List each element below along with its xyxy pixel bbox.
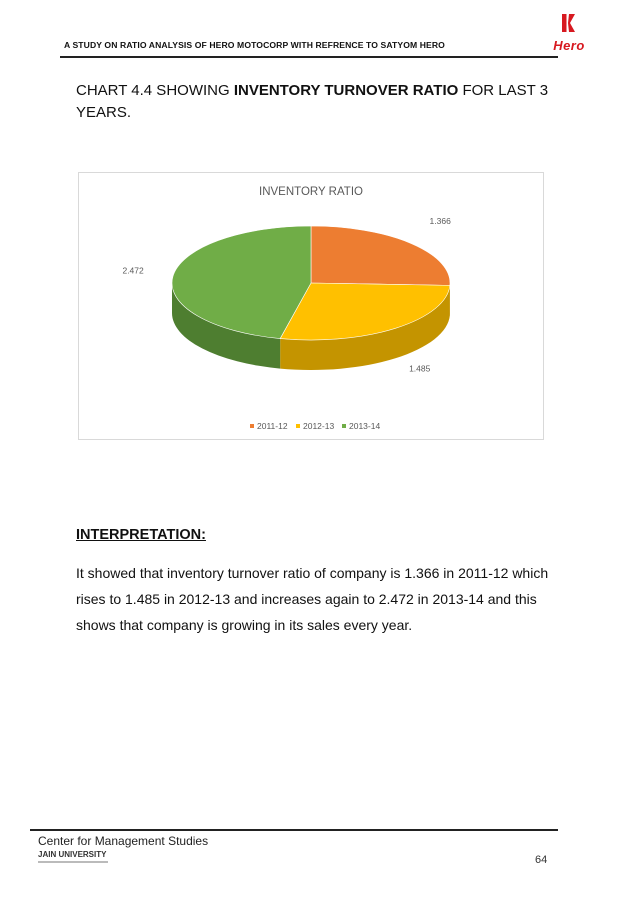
footer-org-name: Center for Management Studies — [38, 834, 209, 848]
chart-title: INVENTORY RATIO — [259, 186, 363, 198]
pie-slice-2011-12 — [311, 226, 450, 285]
footer-divider — [30, 829, 558, 831]
hero-logo-text: Hero — [553, 38, 585, 53]
chart-heading-suffix: FOR LAST 3 YEARS. — [76, 82, 549, 121]
footer-tagline-mark — [38, 861, 108, 863]
legend-swatch-2012-13 — [296, 424, 300, 428]
pie-chart — [78, 172, 544, 440]
hero-logo — [544, 10, 594, 60]
header-divider — [60, 56, 558, 58]
footer-university-rest: UNIVERSITY — [56, 850, 107, 859]
legend-label-2012-13: 2012-13 — [303, 421, 335, 431]
footer-university — [38, 850, 106, 859]
hero-logo-icon — [544, 10, 594, 40]
chart-heading — [76, 80, 566, 124]
page-number: 64 — [535, 854, 548, 866]
chart-heading-emphasis: INVENTORY TURNOVER RATIO — [233, 82, 459, 99]
pie-chart-svg — [79, 173, 543, 439]
footer-university-bold: JAIN — [38, 850, 57, 859]
data-label-2012-13: 1.485 — [409, 363, 431, 374]
legend-label-2013-14: 2013-14 — [349, 421, 381, 431]
interpretation-heading: INTERPRETATION: — [76, 527, 206, 543]
interpretation-paragraph: It showed that inventory turnover ratio of company is 1.366 in 2011-12 which rises to 1.485 in 2012-13 and increases again to 2.472 in 2013-14 and this shows that company is growing in its sales every year. — [76, 565, 549, 633]
chart-heading-prefix: CHART 4.4 SHOWING — [76, 82, 234, 99]
data-label-2011-12: 1.366 — [429, 216, 451, 227]
running-header: A STUDY ON RATIO ANALYSIS OF HERO MOTOCORP WITH REFRENCE TO SATYOM HERO — [64, 40, 445, 50]
legend-swatch-2013-14 — [342, 424, 346, 428]
legend-swatch-2011-12 — [250, 424, 254, 428]
legend-label-2011-12: 2011-12 — [257, 421, 288, 431]
data-label-2013-14: 2.472 — [122, 265, 144, 276]
